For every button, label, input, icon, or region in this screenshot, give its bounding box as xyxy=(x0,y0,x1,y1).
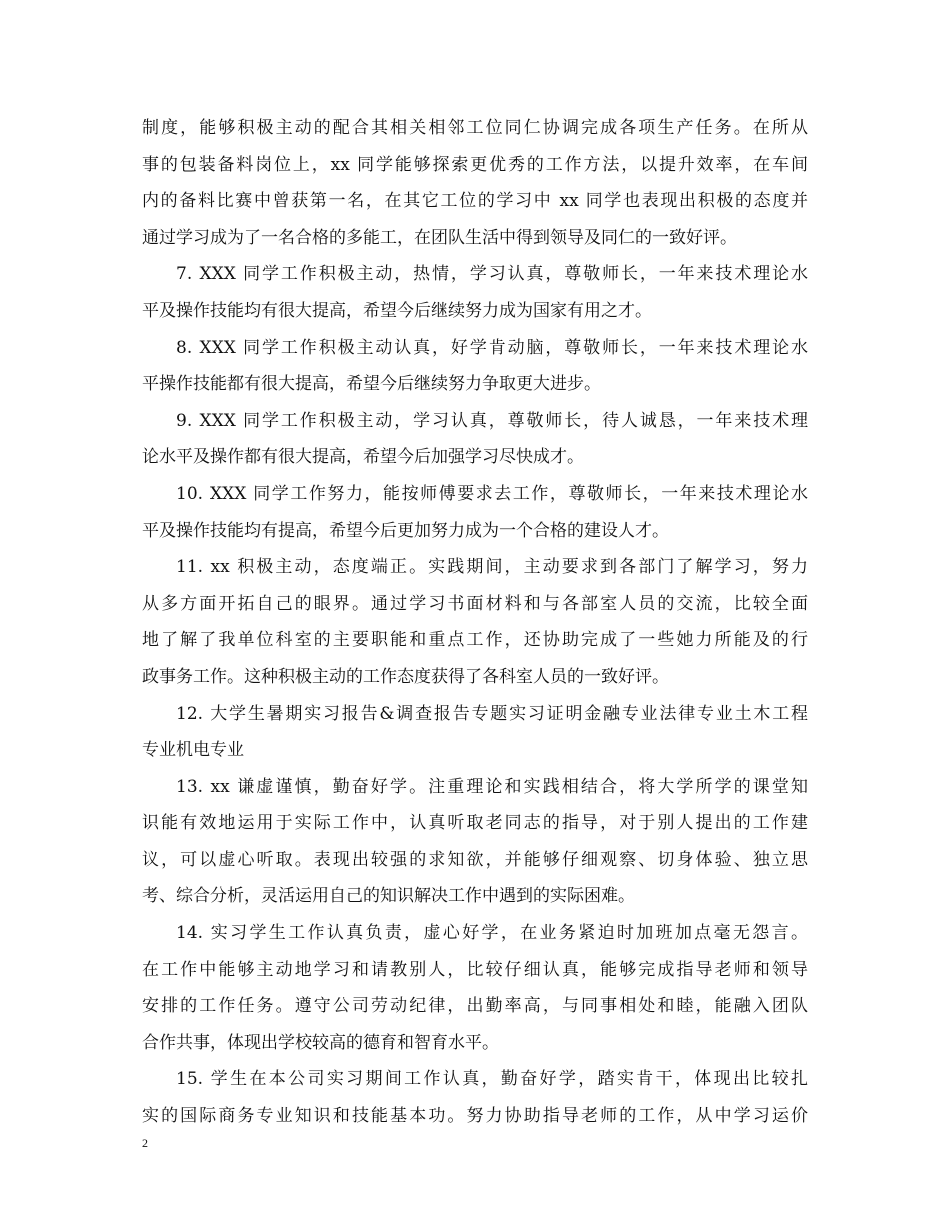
text-line: 政事务工作。这种积极主动的工作态度获得了各科室人员的一致好评。 xyxy=(142,666,669,687)
text-line: 实的国际商务专业知识和技能基本功。努力协助指导老师的工作，从中学习运价 xyxy=(142,1106,808,1127)
text-line: 制度，能够积极主动的配合其相关相邻工位同仁协调完成各项生产任务。在所从 xyxy=(142,118,808,138)
list-item-10-line: 10. XXX 同学工作努力，能按师傅要求去工作，尊敬师长，一年来技术理论水 xyxy=(176,483,808,504)
list-item-11-line: 11. xx 积极主动，态度端正。实践期间，主动要求到各部门了解学习，努力 xyxy=(176,557,808,578)
text-line: 议，可以虚心听取。表现出较强的求知欲，并能够仔细观察、切身体验、独立思 xyxy=(142,849,808,870)
text-line: 通过学习成为了一名合格的多能工，在团队生活中得到领导及同仁的一致好评。 xyxy=(142,227,737,248)
text-line: 平及操作技能均有很大提高，希望今后继续努力成为国家有用之才。 xyxy=(142,300,652,321)
text-line: 从多方面开拓自己的眼界。通过学习书面材料和与各部室人员的交流，比较全面 xyxy=(142,593,808,614)
text-line: 安排的工作任务。遵守公司劳动纪律，出勤率高，与同事相处和睦，能融入团队 xyxy=(142,996,808,1017)
list-item-8-line: 8. XXX 同学工作积极主动认真，好学肯动脑，尊敬师长，一年来技术理论水 xyxy=(176,337,808,358)
text-line: 事的包装备料岗位上，xx 同学能够探索更优秀的工作方法，以提升效率，在车间 xyxy=(142,154,808,175)
text-line: 论水平及操作都有很大提高，希望今后加强学习尽快成才。 xyxy=(142,447,584,468)
text-line: 内的备料比赛中曾获第一名，在其它工位的学习中 xx 同学也表现出积极的态度并 xyxy=(142,191,808,212)
text-line: 在工作中能够主动地学习和请教别人，比较仔细认真，能够完成指导老师和领导 xyxy=(142,959,808,980)
list-item-7-line: 7. XXX 同学工作积极主动，热情，学习认真，尊敬师长，一年来技术理论水 xyxy=(176,264,808,285)
list-item-12-line: 12. 大学生暑期实习报告&调查报告专题实习证明金融专业法律专业土木工程 xyxy=(176,703,808,724)
page-number: 2 xyxy=(142,1136,148,1150)
text-line: 平操作技能都有很大提高，希望今后继续努力争取更大进步。 xyxy=(142,374,601,395)
text-line: 识能有效地运用于实际工作中，认真听取老同志的指导，对于别人提出的工作建 xyxy=(142,813,808,834)
text-line: 专业机电专业 xyxy=(142,740,244,761)
list-item-9-line: 9. XXX 同学工作积极主动，学习认真，尊敬师长，待人诚恳，一年来技术理 xyxy=(176,410,808,431)
text-line: 平及操作技能均有提高，希望今后更加努力成为一个合格的建设人才。 xyxy=(142,520,669,541)
document-body xyxy=(142,110,808,1135)
list-item-15-line: 15. 学生在本公司实习期间工作认真，勤奋好学，踏实肯干，体现出比较扎 xyxy=(176,1069,808,1090)
list-item-13-line: 13. xx 谦虚谨慎，勤奋好学。注重理论和实践相结合，将大学所学的课堂知 xyxy=(176,776,808,797)
text-line: 考、综合分析，灵活运用自己的知识解决工作中遇到的实际困难。 xyxy=(142,886,635,907)
text-line: 合作共事，体现出学校较高的德育和智育水平。 xyxy=(142,1032,499,1053)
list-item-14-line: 14. 实习学生工作认真负责，虚心好学，在业务紧迫时加班加点毫无怨言。 xyxy=(176,923,808,944)
text-line: 地了解了我单位科室的主要职能和重点工作，还协助完成了一些她力所能及的行 xyxy=(142,630,808,651)
